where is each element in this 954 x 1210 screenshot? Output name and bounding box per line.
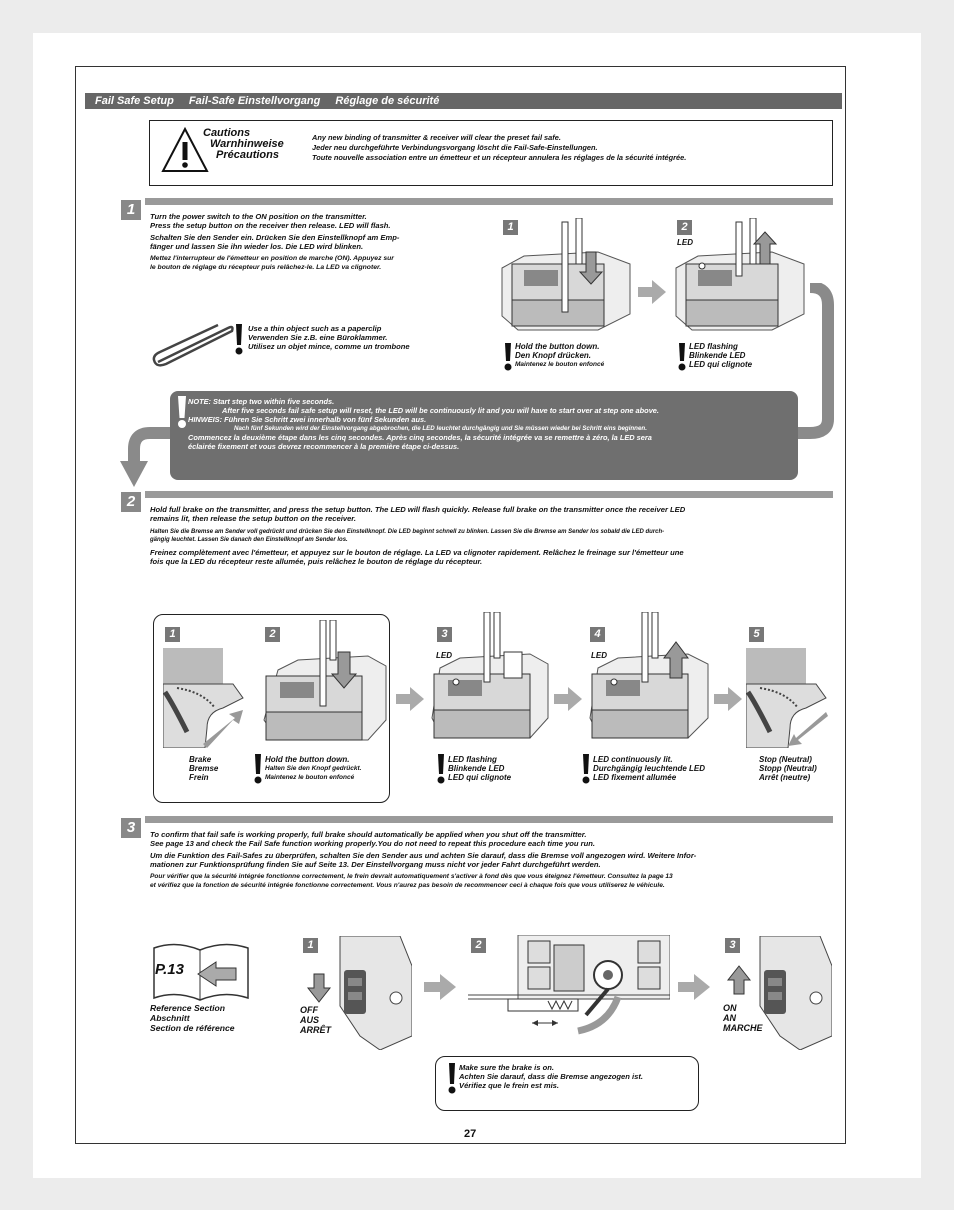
step-1-fig-2-led-label: LED: [677, 238, 693, 247]
step-1-fig-2-label-de: Blinkende LED: [689, 351, 746, 360]
step-2-fig-3-label: [448, 755, 511, 782]
step-3-fig-1-label: [300, 1005, 331, 1035]
step-3-fig-1-label-de: AUS: [300, 1015, 320, 1025]
step-1-tip-fr: Utilisez un objet mince, comme un trombone: [248, 342, 410, 351]
step-3-fig-1-number: 1: [303, 938, 318, 953]
arrow-right-icon: [714, 687, 742, 711]
step-2-fig-1-label-fr: Frein: [189, 773, 209, 782]
step-3-fig-2-number: 2: [471, 938, 486, 953]
exclamation-icon: [581, 754, 591, 784]
exclamation-icon: [176, 396, 188, 430]
step-1-fig-1-number: 1: [503, 220, 518, 235]
note-line-fr-2: éclairée fixement et vous devrez recommencer à la première étape ci-dessus.: [188, 442, 460, 451]
step-1-en-line-1: Turn the power switch to the ON position on the transmitter.: [150, 212, 367, 221]
step-3-fig-3-label: [723, 1003, 763, 1033]
step-1-en-line-2: Press the setup button on the receiver then release. LED will flash.: [150, 221, 391, 230]
step-1-tip-en: Use a thin object such as a paperclip: [248, 324, 382, 333]
step-2-fig-1-label-en: Brake: [189, 755, 212, 764]
step-3-text: [150, 830, 840, 890]
step-3-fr-line-1: Pour vérifier que la sécurité intégrée fonctionne correctement, le frein devrait automatiquement s'activer à fond dès que vous éteignez l'émetteur. Consultez la page 13: [150, 873, 673, 880]
step-2-fr-line-2: fois que la LED du récepteur reste allumée, puis relâchez le bouton de réglage du récepteur.: [150, 557, 483, 566]
step-1-number: 1: [121, 200, 141, 220]
step-3-fig-1-label-en: OFF: [300, 1005, 318, 1015]
step-3-fr-line-2: et vérifiez que la fonction de sécurité intégrée fonctionne correctement. Vous n'aurez pas besoin de recommencer ceci à chaque fois que vous utiliserez le véhicule.: [150, 882, 665, 889]
header-title-de: Fail-Safe Einstellvorgang: [188, 95, 321, 107]
step-2-fig-5-number: 5: [749, 627, 764, 642]
cautions-title-en: Cautions: [203, 127, 251, 139]
step-2-fig-5-label-en: Stop (Neutral): [759, 755, 812, 764]
step-2-fig-4-label-de: Durchgängig leuchtende LED: [593, 764, 706, 773]
note-text: [188, 397, 659, 451]
step-2-fig-2-label-de: Halten Sie den Knopf gedrückt.: [265, 765, 362, 772]
step-2-fig-2-label-en: Hold the button down.: [265, 755, 350, 764]
step-1-fr-line-2: le bouton de réglage du récepteur puis relâchez-le. La LED va clignoter.: [150, 264, 382, 271]
note-line-fr-1: Commencez la deuxième étape dans les cinq secondes. Après cinq secondes, la sécurité intégrée va se remettre à zéro, la LED sera: [188, 433, 652, 442]
step-3-de-line-2: mationen zur Funktionsprüfung finden Sie auf Seite 13. Der Einstellvorgang muss nicht vor jeder Fahrt durchgeführt werden.: [150, 860, 601, 869]
step-2-fig-4-number: 4: [590, 627, 605, 642]
step-2-fig-4-led-label: LED: [591, 651, 607, 660]
arrow-right-icon: [396, 687, 424, 711]
arrow-right-icon: [678, 974, 710, 1000]
note-line-de-2: Nach fünf Sekunden wird der Einstellvorgang abgebrochen, die LED leuchtet durchgängig und Sie müssen wieder bei Schritt eins beginnen.: [234, 425, 647, 432]
step-2-fig-1-label-de: Bremse: [189, 764, 219, 773]
step-2-fig-4-label: [593, 755, 705, 782]
step-2-bar: [145, 491, 833, 498]
step-1-fig-2-label-fr: LED qui clignote: [689, 360, 753, 369]
header-title-en: Fail Safe Setup: [95, 95, 174, 107]
exclamation-icon: [447, 1063, 457, 1095]
step-2-en-line-2: remains lit, then release the setup button on the receiver.: [150, 514, 356, 523]
step-2-fig-3-number: 3: [437, 627, 452, 642]
step-2-de-line-2: gängig leuchtet. Lassen Sie danach den Einstellknopf am Sender los.: [150, 537, 348, 543]
reference-section-label: [150, 1003, 235, 1033]
step-3-bar: [145, 816, 833, 823]
step-1-fig-2-label-en: LED flashing: [689, 342, 738, 351]
transmitter-brake-illustration: [163, 648, 251, 748]
reference-label-en: Reference Section: [150, 1003, 225, 1013]
step-3-number: 3: [121, 818, 141, 838]
note-line-de-1: HINWEIS: Führen Sie Schritt zwei innerhalb von fünf Sekunden aus.: [188, 415, 427, 424]
brake-note-text: [459, 1063, 643, 1090]
step-2-fig-5-label-fr: Arrêt (neutre): [759, 773, 811, 782]
brake-note-fr: Vérifiez que le frein est mis.: [459, 1081, 560, 1090]
step-2-text: [150, 505, 840, 566]
cautions-title-de: Warnhinweise: [210, 138, 284, 150]
step-2-fig-5-label: [759, 755, 817, 782]
header-title-fr: Réglage de sécurité: [335, 95, 440, 107]
step-3-fig-1-label-fr: ARRÊT: [300, 1025, 331, 1035]
step-1-tip-de: Verwenden Sie z.B. eine Büroklammer.: [248, 333, 388, 342]
note-line-en-1: NOTE: Start step two within five seconds.: [188, 397, 335, 406]
step-1-fig-2-number: 2: [677, 220, 692, 235]
step-1-fig-1-label-fr: Maintenez le bouton enfoncé: [515, 361, 605, 368]
exclamation-icon: [436, 754, 446, 784]
step-1-bar: [145, 198, 833, 205]
step-2-number: 2: [121, 492, 141, 512]
step-3-fig-3-label-en: ON: [723, 1003, 737, 1013]
cautions-text-de: Jeder neu durchgeführte Verbindungsvorgang löscht die Fail-Safe-Einstellungen.: [312, 143, 598, 152]
transmitter-neutral-illustration: [746, 648, 834, 748]
step-2-fig-2-label: [265, 755, 361, 782]
step-2-fig-3-label-en: LED flashing: [448, 755, 497, 764]
step-2-fig-2-number: 2: [265, 627, 280, 642]
step-2-fig-5-label-de: Stopp (Neutral): [759, 764, 817, 773]
step-3-en-line-2: See page 13 and check the Fail Safe function working properly.You do not need to repeat this procedure each time you run.: [150, 839, 596, 848]
step-2-fig-1-label: [189, 755, 218, 782]
step-2-fig-1-number: 1: [165, 627, 180, 642]
page-number: 27: [464, 1128, 477, 1140]
step-3-en-line-1: To confirm that fail safe is working properly, full brake should automatically be applied when you shut off the transmitter.: [150, 830, 587, 839]
step-3-de-line-1: Um die Funktion des Fail-Safes zu überprüfen, schalten Sie den Sender aus und achten Sie darauf, dass die Bremse voll angezogen wird. Weitere Infor-: [150, 851, 697, 860]
step-3-fig-3-number: 3: [725, 938, 740, 953]
step-2-fig-3-label-de: Blinkende LED: [448, 764, 505, 773]
step-1-fig-1-label-de: Den Knopf drücken.: [515, 351, 592, 360]
reference-label-de: Abschnitt: [150, 1013, 190, 1023]
cautions-text-en: Any new binding of transmitter & receiver will clear the preset fail safe.: [312, 133, 561, 142]
step-1-de-line-1: Schalten Sie den Sender ein. Drücken Sie den Einstellknopf am Emp-: [150, 233, 400, 242]
reference-page: P.13: [155, 961, 184, 978]
exclamation-icon: [253, 754, 263, 784]
step-2-fig-2-label-fr: Maintenez le bouton enfoncé: [265, 774, 355, 781]
cautions-text: [312, 133, 686, 163]
section-header: [85, 93, 842, 109]
step-2-fr-line-1: Freinez complètement avec l'émetteur, et appuyez sur le bouton de réglage. La LED va clignoter rapidement. Relâchez le freinage sur l'émetteur une: [150, 548, 684, 557]
cautions-titles: [190, 128, 284, 161]
step-2-fig-4-label-en: LED continuously lit.: [593, 755, 673, 764]
step-2-en-line-1: Hold full brake on the transmitter, and press the setup button. The LED will flash quickly. Release full brake on the transmitter once the receiver LED: [150, 505, 686, 514]
step-1-fr-line-1: Mettez l'interrupteur de l'émetteur en position de marche (ON). Appuyez sur: [150, 255, 394, 262]
note-line-en-2: After five seconds fail safe setup will reset, the LED will be continuously lit and you will have to start over at step one above.: [222, 406, 659, 415]
step-3-fig-3-label-de: AN: [723, 1013, 736, 1023]
cautions-title-fr: Précautions: [216, 149, 279, 161]
step-2-de-line-1: Halten Sie die Bremse am Sender voll gedrückt und drücken Sie den Einstellknopf. Die LED beginnt schnell zu blinken. Lassen Sie die Bremse am Sender los sobald die LED durch-: [150, 529, 665, 535]
step-1-de-line-2: fänger und lassen Sie ihn wieder los. Die LED wird blinken.: [150, 242, 364, 251]
brake-linkage-illustration: [468, 935, 670, 1035]
arrow-right-icon: [554, 687, 582, 711]
cautions-text-fr: Toute nouvelle association entre un émetteur et un récepteur annulera les réglages de la sécurité intégrée.: [312, 153, 687, 162]
brake-note-de: Achten Sie darauf, dass die Bremse angezogen ist.: [459, 1072, 643, 1081]
step-1-text: [150, 212, 480, 272]
brake-note-en: Make sure the brake is on.: [459, 1063, 554, 1072]
reference-label-fr: Section de référence: [150, 1023, 235, 1033]
step-2-fig-3-led-label: LED: [436, 651, 452, 660]
step-1-fig-1-label-en: Hold the button down.: [515, 342, 600, 351]
step-2-fig-4-label-fr: LED fixement allumée: [593, 773, 677, 782]
step-2-fig-3-label-fr: LED qui clignote: [448, 773, 512, 782]
receiver-led-lit-illustration: [588, 612, 712, 752]
arrow-right-icon: [424, 974, 456, 1000]
step-3-fig-3-label-fr: MARCHE: [723, 1023, 763, 1033]
